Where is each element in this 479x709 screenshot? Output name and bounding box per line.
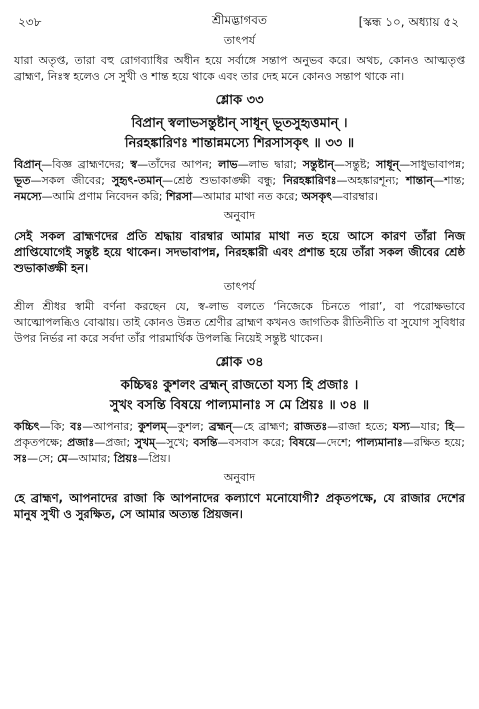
purport-heading: তাৎপর্য bbox=[223, 34, 256, 47]
synonym-meaning: —সে; bbox=[27, 452, 58, 465]
synonym-meaning: —বিজ্ঞ ব্রাহ্মণদের; bbox=[41, 158, 131, 171]
verse-33-purport: শ্রীল শ্রীধর স্বামী বর্ণনা করছেন যে, স্ব-লাভ বলতে ‘নিজেকে চিনতে পারা’, বা পরোক্ষভাবে আত্মোপলব্ধিও বোঝায়। তাই কোনও উন্নত শ্রেণীর ব্রাহ্মণ কখনও জাগতিক রীতিনীতি বা সুযোগ সুবিধার উপর নির্ভর না করে সর্বদা তাঁর পারমার্থিক উপলব্ধি নিয়েই সন্তুষ্ট থাকেন। bbox=[14, 300, 465, 345]
synonym-meaning: —অহঙ্কারশূন্য; bbox=[336, 174, 406, 187]
synonym-word: লাভ bbox=[218, 158, 238, 171]
section-reference: [স্কন্ধ ১০, অধ্যায় ৫২ bbox=[358, 15, 459, 29]
page-header bbox=[14, 6, 465, 30]
purport-text: যারা অতৃপ্ত, তারা বহু রোগব্যাধির অধীন হয়ে সর্বাঙ্গে সন্তাপ অনুভব করে। অথচ, কোনও আত্মতৃপ্ত ব্রাহ্মণ, নিঃস্ব হলেও সে সুখী ও শান্ত হয়ে থাকে এবং তার দেহ মনে কোনও সন্তাপ থাকে না। bbox=[14, 54, 465, 83]
synonym-meaning: —কি; bbox=[39, 420, 71, 433]
synonym-meaning: —আমি প্রণাম নিবেদন করি; bbox=[41, 190, 166, 203]
verse-33-heading: শ্লোক ৩৩ bbox=[215, 93, 264, 108]
synonym-meaning: —যার; bbox=[409, 420, 446, 433]
synonym-word: যস্য bbox=[392, 420, 410, 433]
synonym-word: প্রিয়ঃ bbox=[114, 452, 138, 465]
synonym-word: বিষয়ে bbox=[289, 436, 316, 449]
synonym-meaning: —বসবাস করে; bbox=[217, 436, 290, 449]
translation-heading: অনুবাদ bbox=[223, 209, 256, 222]
synonym-word: ব্রহ্মন্ bbox=[208, 420, 233, 433]
synonym-meaning: —সকল জীবের; bbox=[30, 174, 112, 187]
synonym-word: স্ব bbox=[130, 158, 138, 171]
synonym-meaning: —আমার; bbox=[67, 452, 115, 465]
synonym-word: কুশলম্ bbox=[138, 420, 167, 433]
synonym-meaning: —দেশে; bbox=[315, 436, 356, 449]
synonym-word: সঃ bbox=[14, 452, 28, 465]
synonym-meaning: —লাভ দ্বারা; bbox=[237, 158, 303, 171]
synonym-meaning: —শান্ত; bbox=[433, 174, 465, 187]
synonym-meaning: —কুশল; bbox=[166, 420, 209, 433]
synonym-word: সাধূন্ bbox=[376, 158, 400, 171]
synonym-meaning: —তাঁদের আপন; bbox=[137, 158, 219, 171]
verse-34-text bbox=[14, 376, 465, 416]
synonym-word: সন্তুষ্টান্ bbox=[302, 158, 334, 171]
verse-line: কচ্চিদ্বঃ কুশলং ব্রহ্মন্ রাজতো যস্য হি প্রজাঃ । bbox=[120, 378, 359, 393]
synonym-word: পাল্যমানাঃ bbox=[355, 436, 403, 449]
synonym-meaning: —বারম্বার। bbox=[332, 190, 379, 203]
book-title: শ্রীমদ্ভাগবত bbox=[211, 13, 267, 27]
synonym-word: নিরহঙ্কারিণঃ bbox=[283, 174, 337, 187]
verse-line: নিরহঙ্কারিণঃ শান্তান্নমস্যে শিরসাসকৃৎ ॥ ৩৩ ॥ bbox=[124, 136, 355, 151]
synonym-word: সুখম্ bbox=[134, 436, 156, 449]
synonym-word: সুহৃৎ-তমান্ bbox=[112, 174, 163, 187]
synonym-word: অসকৃৎ bbox=[301, 190, 333, 203]
synonym-meaning: —প্রকৃতপক্ষে; bbox=[14, 420, 466, 449]
purport-heading: তাৎপর্য bbox=[223, 280, 256, 293]
verse-34-translation: হে ব্রাহ্মণ, আপনাদের রাজা কি আপনাদের কল্যাণে মনোযোগী? প্রকৃতপক্ষে, যে রাজার দেশের মানুষ সুখী ও সুরক্ষিত, সে আমার অত্যন্ত প্রিয়জন। bbox=[14, 491, 465, 521]
synonym-meaning: —আমার মাথা নত করে; bbox=[192, 190, 302, 203]
synonym-word: শান্তান্ bbox=[405, 174, 433, 187]
synonym-word: হি bbox=[445, 420, 455, 433]
synonym-word: প্রজাঃ bbox=[67, 436, 95, 449]
verse-line: বিপ্রান্ স্বলাভসন্তুষ্টান্ সাধূন্ ভূতসুহৃত্তমান্ । bbox=[131, 116, 348, 131]
synonym-meaning: —রক্ষিত হয়ে; bbox=[402, 436, 465, 449]
synonym-meaning: —আপনার; bbox=[82, 420, 139, 433]
translation-heading: অনুবাদ bbox=[223, 471, 256, 484]
synonym-word: কচ্চিৎ bbox=[14, 420, 40, 433]
synonym-meaning: —প্রিয়। bbox=[137, 452, 171, 465]
synonym-meaning: —সাধুভাবাপন্ন; bbox=[399, 158, 465, 171]
synonym-meaning: —সন্তুষ্ট; bbox=[333, 158, 377, 171]
synonym-word: বঃ bbox=[70, 420, 83, 433]
verse-33-text bbox=[14, 114, 465, 154]
synonym-word: বসন্তি bbox=[193, 436, 218, 449]
verse-33-synonyms bbox=[14, 157, 465, 205]
synonym-meaning: —সুখে; bbox=[155, 436, 194, 449]
synonym-word: নমস্যে bbox=[14, 190, 42, 203]
synonym-meaning: —রাজা হতে; bbox=[327, 420, 393, 433]
synonym-meaning: —প্রজা; bbox=[94, 436, 135, 449]
synonym-word: ভূত bbox=[14, 174, 31, 187]
verse-line: সুখং বসন্তি বিষয়ে পাল্যমানাঃ স মে প্রিয়ঃ ॥ ৩৪ ॥ bbox=[109, 398, 370, 413]
synonym-meaning: —হে ব্রাহ্মণ; bbox=[232, 420, 295, 433]
verse-34-synonyms bbox=[14, 419, 465, 467]
synonym-meaning: —শ্রেষ্ঠ শুভাকাঙ্ক্ষী বন্ধু; bbox=[162, 174, 284, 187]
verse-33-translation: সেই সকল ব্রাহ্মণদের প্রতি শ্রদ্ধায় বারম্বার আমার মাথা নত হয়ে আসে কারণ তাঁরা নিজ প্রাপ্তিযোগেই সন্তুষ্ট হয়ে থাকেন। সদভাবাপন্ন, নিরহঙ্কারী এবং প্রশান্ত হয়ে তাঁরা সকল জীবের শ্রেষ্ঠ শুভাকাঙ্ক্ষী হন। bbox=[14, 229, 465, 275]
synonym-word: শিরসা bbox=[166, 190, 193, 203]
page-number: ২৩৮ bbox=[18, 15, 42, 29]
synonym-word: রাজতঃ bbox=[294, 420, 328, 433]
synonym-word: মে bbox=[57, 452, 68, 465]
verse-34-heading: শ্লোক ৩৪ bbox=[215, 355, 264, 370]
synonym-word: বিপ্রান্ bbox=[14, 158, 42, 171]
